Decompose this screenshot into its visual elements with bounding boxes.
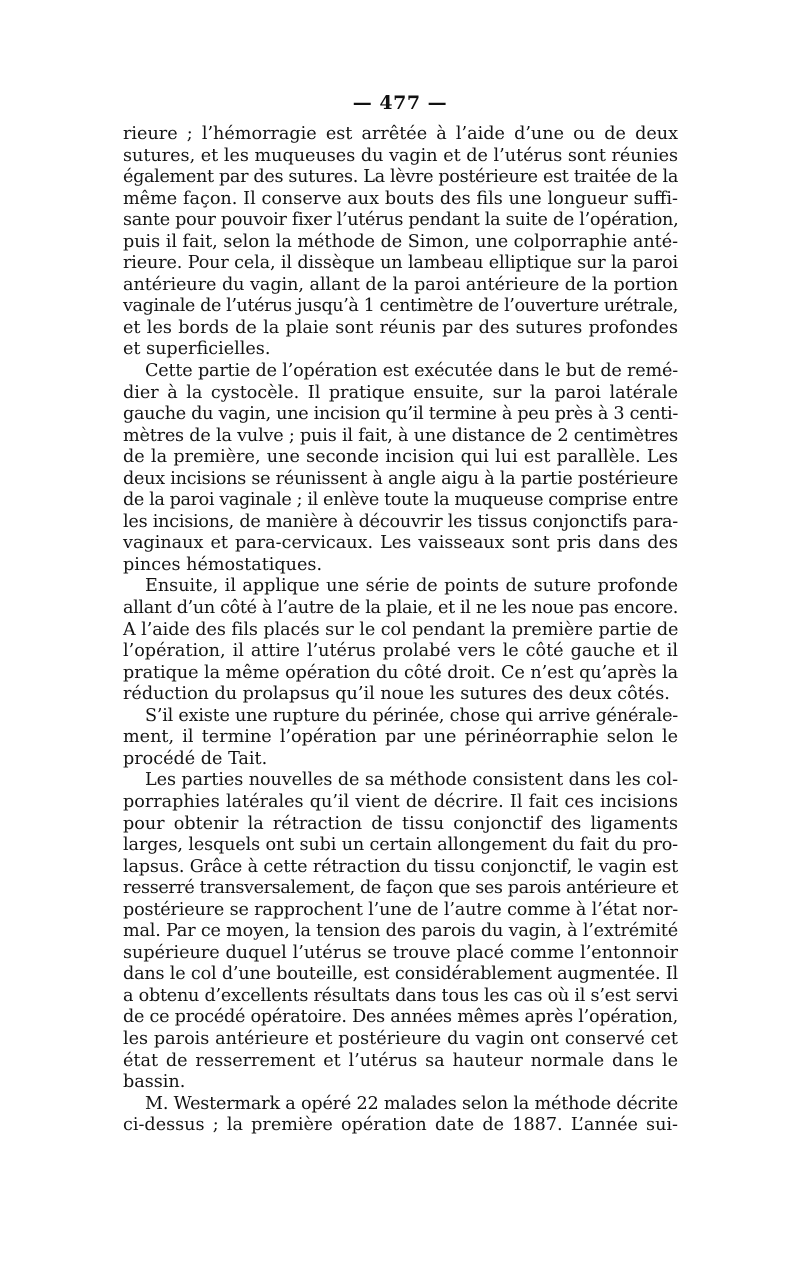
text-line: puis il fait, selon la méthode de Simon, une colporraphie anté-: [123, 231, 679, 252]
text-line: dier à la cystocèle. Il pratique ensuite, sur la paroi latérale: [123, 382, 678, 403]
text-line: gauche du vagin, une incision qu’il termine à peu près à 3 centi-: [123, 404, 679, 425]
text-line: et les bords de la plaie sont réunis par des sutures profondes: [123, 317, 678, 338]
text-line: pinces hémostatiques.: [123, 554, 323, 575]
text-line: rieure ; l’hémorragie est arrêtée à l’aide d’une ou de deux: [123, 124, 678, 144]
text-line: supérieure duquel l’utérus se trouve placé comme l’entonnoir: [123, 942, 678, 963]
text-line: postérieure se rapprochent l’une de l’autre comme à l’état nor-: [123, 899, 678, 920]
text-line: M. Westermark a opéré 22 malades selon la méthode décrite: [145, 1093, 678, 1114]
text-line: pour obtenir la rétraction de tissu conjonctif des ligaments: [123, 813, 678, 834]
text-line: les parois antérieure et postérieure du vagin ont conservé cet: [123, 1028, 678, 1049]
text-line: et superficielles.: [123, 339, 271, 360]
text-line: pratique la même opération du côté droit. Ce n’est qu’après la: [123, 662, 679, 683]
text-line: rieure. Pour cela, il dissèque un lambeau elliptique sur la paroi: [123, 253, 679, 274]
text-line: de ce procédé opératoire. Des années mêmes après l’opération,: [123, 1007, 678, 1028]
text-line: procédé de Tait.: [123, 748, 268, 769]
text-line: A l’aide des fils placés sur le col pendant la première partie de: [123, 619, 679, 640]
text-line: S’il existe une rupture du périnée, chose qui arrive générale-: [145, 705, 679, 726]
page-number: — 477 —: [352, 92, 448, 114]
text-line: état de resserrement et l’utérus sa hauteur normale dans le: [123, 1050, 678, 1071]
text-line: a obtenu d’excellents résultats dans tous les cas où il s’est servi: [123, 985, 678, 1006]
text-line: lapsus. Grâce à cette rétraction du tissu conjonctif, le vagin est: [123, 856, 678, 877]
text-line: Cette partie de l’opération est exécutée dans le but de remé-: [145, 361, 679, 382]
text-line: l’opération, il attire l’utérus prolabé vers le côté gauche et il: [123, 641, 678, 662]
text-line: également par des sutures. La lèvre postérieure est traitée de la: [123, 167, 678, 188]
text-line: bassin.: [123, 1072, 186, 1093]
text-line: les incisions, de manière à découvrir les tissus conjonctifs para-: [123, 511, 678, 532]
text-line: Ensuite, il applique une série de points de suture profonde: [145, 576, 678, 597]
text-line: mal. Par ce moyen, la tension des parois du vagin, à l’extrémité: [123, 921, 679, 942]
text-line: même façon. Il conserve aux bouts des fils une longueur suffi-: [123, 188, 678, 209]
text-line: vaginaux et para-cervicaux. Les vaisseaux sont pris dans des: [123, 533, 678, 554]
text-line: dans le col d’une bouteille, est considérablement augmentée. Il: [123, 964, 678, 985]
text-line: de la première, une seconde incision qui lui est parallèle. Les: [123, 447, 678, 468]
text-line: Les parties nouvelles de sa méthode consistent dans les col-: [145, 770, 678, 791]
text-line: de la paroi vaginale ; il enlève toute la muqueuse comprise entre: [123, 490, 678, 511]
text-line: antérieure du vagin, allant de la paroi antérieure de la portion: [123, 274, 678, 295]
text-line: porraphies latérales qu’il vient de décrire. Il fait ces incisions: [123, 791, 678, 812]
text-line: mètres de la vulve ; puis il fait, à une distance de 2 centimètres: [123, 425, 679, 446]
text-line: ci-dessus ; la première opération date de 1887. L’année sui-: [123, 1115, 678, 1136]
text-line: vaginale de l’utérus jusqu’à 1 centimètre de l’ouverture urétrale,: [123, 296, 678, 317]
text-line: allant d’un côté à l’autre de la plaie, et il ne les noue pas encore.: [123, 598, 678, 619]
text-line: larges, lesquels ont subi un certain allongement du fait du pro-: [123, 835, 678, 856]
text-line: ment, il termine l’opération par une périnéorraphie selon le: [123, 727, 678, 748]
text-line: resserré transversalement, de façon que ses parois antérieure et: [123, 878, 679, 899]
body-text: [123, 124, 678, 1137]
text-line: réduction du prolapsus qu’il noue les sutures des deux côtés.: [123, 684, 670, 705]
text-line: deux incisions se réunissent à angle aigu à la partie postérieure: [123, 468, 678, 489]
text-line: sutures, et les muqueuses du vagin et de l’utérus sont réunies: [123, 145, 678, 166]
text-line: sante pour pouvoir fixer l’utérus pendant la suite de l’opération,: [123, 210, 679, 231]
